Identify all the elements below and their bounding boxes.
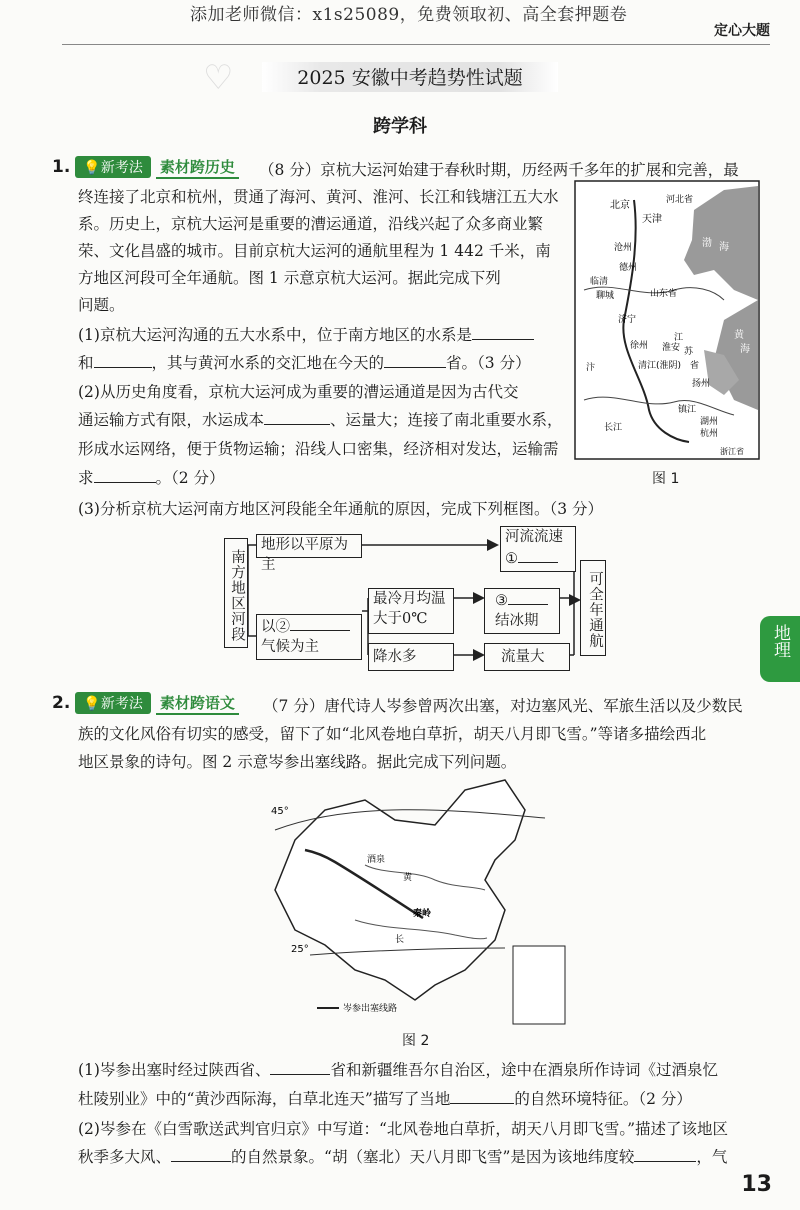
flow-text: 大于0℃ [373,611,428,627]
answer-blank[interactable] [94,352,152,368]
flow-box-ice [484,588,560,634]
subject-side-tab[interactable] [760,616,800,682]
q1-part1-line2 [78,351,531,373]
page-subtitle: 跨学科 [373,116,427,137]
score: （7 分） [263,697,325,715]
map-label: 秦岭 [413,909,432,919]
flow-text: 结冰期 [495,613,539,629]
text: 的自然景象。“胡（塞北）天八月即飞雪”是因为该地纬度较 [231,1148,635,1166]
text: 京杭大运河始建于春秋时期，历经两千多年的扩展和完善，最 [320,161,739,179]
map-label: 济宁 [618,315,637,325]
text: ，其与黄河水系的交汇地在今天的 [151,354,385,372]
flow-box-terrain: 地形以平原为主 [256,534,362,558]
q1-part2-line4 [78,466,225,488]
q2-intro-line-3: 地区景象的诗句。图 2 示意岑参出塞线路。据此完成下列问题。 [78,753,517,771]
flow-blank-3[interactable]: ③ [495,589,559,611]
text: 和 [78,354,94,372]
text: 的自然环境特征。（2 分） [514,1090,692,1108]
flow-box-climate [256,614,362,660]
figure-2-caption: 图 2 [402,1033,430,1049]
page-title: 2025 安徽中考趋势性试题 [297,67,523,89]
map-label: 徐州 [630,341,649,351]
map-label: 北京 [610,200,630,211]
map-label: 海 [740,344,750,355]
q1-part2-line3: 形成水运网络，便于货物运输；沿线人口密集，经济相对发达，运输需 [78,440,559,458]
map-label: 省 [690,361,700,371]
figure-2-map [255,770,575,1030]
map-label: 苏 [684,347,694,357]
header-note: 添加老师微信：x1s25089，免费领取初、高全套押题卷 [190,5,628,25]
map-label: 长江 [604,423,623,433]
answer-blank[interactable] [450,1088,514,1104]
text: 通运输方式有限，水运成本 [78,411,265,429]
q1-intro-line-2: 终连接了北京和杭州，贯通了海河、黄河、淮河、长江和钱塘江五大水 [78,188,559,206]
map-label: 临清 [590,277,609,287]
text: 唐代诗人岑参曾两次出塞，对边塞风光、军旅生活以及少数民 [324,697,743,715]
q2-part1-line1 [78,1058,718,1080]
latitude-label-45: 45° [271,806,289,817]
map-label: 海 [719,242,729,253]
map-label: 长 [395,935,405,945]
map-label: 河北省 [666,195,694,205]
side-tab-label: 地理 [770,624,790,658]
text: (1)京杭大运河沟通的五大水系中，位于南方地区的水系是 [78,326,472,344]
map-label: 渤 [702,238,712,249]
badge-label: 新考法 [100,696,143,712]
map-label: 山东省 [650,289,678,299]
text: 省和新疆维吾尔自治区，途中在酒泉所作诗词《过酒泉忆 [330,1061,718,1079]
text: 杜陵别业》中的“黄沙西际海，白草北连天”描写了当地 [78,1090,451,1108]
q2-part2-line2 [78,1145,727,1167]
map-label: 黄 [734,330,744,341]
text: 省。（3 分） [446,354,531,372]
section-label: 定心大题 [714,23,770,39]
page-number: 13 [741,1172,772,1197]
flow-box-temperature [368,588,454,634]
q1-intro-line-3: 系。历史上，京杭大运河是重要的漕运通道，沿线兴起了众多商业繁 [78,215,544,233]
answer-blank[interactable] [94,467,156,483]
q2-part1-line2 [78,1087,692,1109]
q1-intro-line-5: 方地区河段可全年通航。图 1 示意京杭大运河。据此完成下列 [78,269,501,287]
map-label: 汴 [586,363,596,373]
map-label: 湖州 [700,417,719,427]
flow-text: 河流流速 [505,529,563,545]
answer-blank[interactable] [264,409,330,425]
question-1-header [52,156,239,179]
question-2-header [52,692,239,715]
flow-box-navigable: 可全年通航 [580,560,606,656]
q1-part2-line2 [78,408,563,430]
text: (1)岑参出塞时经过陕西省、 [78,1061,271,1079]
heart-decoration-icon: ♡ [203,58,234,98]
figure-1-map [574,180,760,460]
flow-text: 气候为主 [261,639,319,655]
map-label: 天津 [642,214,662,225]
q1-part1-line1 [78,323,534,345]
question-number: 1. [52,157,71,177]
map-label: 德州 [619,263,638,273]
text: 、运量大；连接了南北重要水系， [330,411,563,429]
answer-blank[interactable] [634,1146,696,1162]
answer-blank[interactable] [270,1059,330,1075]
q2-intro-line-1 [263,694,743,716]
q2-intro-line-2: 族的文化风俗有切实的感受，留下了如“北风卷地白草折，胡天八月即飞雪。”等诸多描绘西北 [78,725,707,743]
lightbulb-icon: 💡 [83,160,101,176]
map-label: 淮安 [662,343,681,353]
text: 求 [78,469,94,487]
q1-part2-line1: (2)从历史角度看，京杭大运河成为重要的漕运通道是因为古代交 [78,383,519,401]
flow-box-south-section: 南方地区河段 [224,538,248,648]
q1-intro-line-4: 荣、文化昌盛的城市。目前京杭大运河的通航里程为 1 442 千米，南 [78,242,551,260]
answer-blank[interactable] [171,1146,231,1162]
map-label: 镇江 [678,405,697,415]
header-divider [62,44,770,45]
flow-box-rain: 降水多 [368,643,454,671]
subject-tag: 素材跨语文 [156,692,239,715]
flow-text: 最冷月均温 [373,591,446,607]
text: 秋季多大风、 [78,1148,172,1166]
answer-blank[interactable] [384,352,446,368]
figure-1-caption: 图 1 [652,471,680,487]
map-label: 黄 [403,873,413,883]
map-label: 酒泉 [367,855,386,865]
flow-blank-2[interactable]: 以② [261,615,361,637]
q2-part2-line1: (2)岑参在《白雪歌送武判官归京》中写道：“北风卷地白草折，胡天八月即飞雪。”描述了该地区 [78,1120,729,1138]
map-label: 杭州 [700,429,719,439]
map-label: 浙江省 [720,447,744,456]
answer-blank[interactable] [472,324,534,340]
new-method-badge [75,692,150,714]
q1-part3: (3)分析京杭大运河南方地区河段能全年通航的原因，完成下列框图。（3 分） [78,500,603,518]
map-label: 沧州 [614,243,633,253]
text: ，气 [696,1148,728,1166]
new-method-badge [75,156,150,178]
q1-intro-line-1 [259,158,739,180]
lightbulb-icon: 💡 [83,696,101,712]
map-label: 清江(淮阴) [638,361,682,371]
map-label: 江 [674,333,684,343]
flow-box-flow-speed [500,526,576,572]
badge-label: 新考法 [100,160,143,176]
map-label: 聊城 [596,291,615,301]
flow-box-flow-volume: 流量大 [484,643,570,671]
text: 。（2 分） [155,469,225,487]
score: （8 分） [259,161,321,179]
map-label: 扬州 [692,379,711,389]
flow-blank-1[interactable]: ① [505,547,575,569]
q1-intro-line-6: 问题。 [78,296,125,314]
subject-tag: 素材跨历史 [156,156,239,179]
south-sea-inset [513,946,565,1024]
legend-label: 岑参出塞线路 [343,1004,398,1014]
latitude-label-25: 25° [291,944,309,955]
question-number: 2. [52,693,71,713]
